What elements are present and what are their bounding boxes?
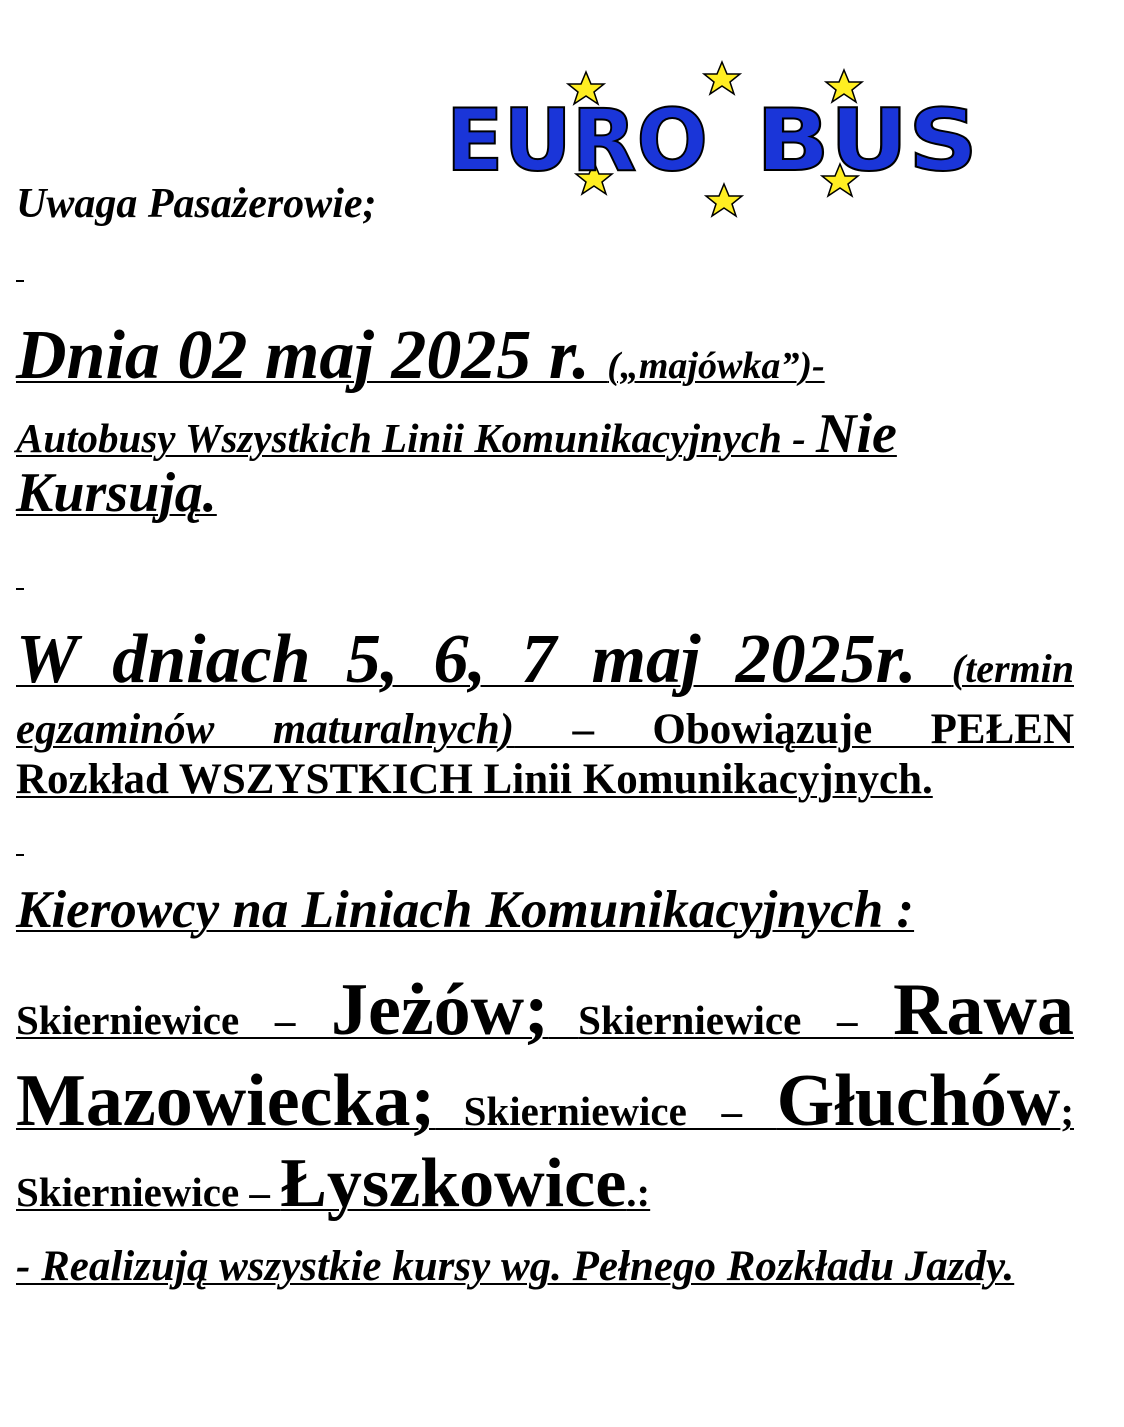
logo-text-euro: EURO [446,91,708,191]
eurobus-logo [446,58,981,218]
notice2-note-start: (termin [951,646,1074,691]
notice2-line2 [16,707,1074,753]
closing-note: - Realizują wszystkie kursy wg. Pełnego Rozkładu Jazdy. [16,1243,1015,1290]
route-from: Skierniewice – [578,997,894,1043]
route-gluchow: Głuchów [776,1060,1061,1142]
route-from: Skierniewice – [16,997,331,1043]
notice2-line3: Rozkład WSZYSTKICH Linii Komunikacyjnych. [16,756,933,803]
drivers-heading: Kierowcy na Liniach Komunikacyjnych : [16,881,915,939]
notice2-date: W dniach 5, 6, 7 maj 2025r. [16,621,952,698]
route-jezow: Jeżów; [330,969,549,1051]
notice1-date: Dnia 02 maj 2025 r. [16,317,608,394]
route-from: Skierniewice – [463,1088,777,1134]
greeting: Uwaga Pasażerowie; [16,181,377,227]
notice1-buses: Autobusy Wszystkich Linii Komunikacyjnych - [16,415,817,461]
notice-matura [16,622,1074,807]
route-semicolon: ; [1060,1088,1074,1134]
routes-line-3 [16,1144,1074,1224]
notice1-line3: Kursują. [16,462,217,524]
routes-line-2 [16,1058,1074,1144]
routes-list [16,970,1074,1224]
notice1-not: Nie [816,403,897,465]
routes-line-1 [16,970,1074,1058]
separator-dash [16,846,24,856]
notice2-line1 [16,622,1074,707]
notice1-note: („majówka”)- [607,345,825,387]
route-rawa: Rawa [893,969,1074,1051]
notice1-line2 [16,403,1074,465]
route-from: Skierniewice – [16,1169,281,1215]
logo-text-bus: BUS [756,91,978,191]
route-end: .: [626,1169,651,1215]
notice-majowka [16,318,1074,524]
notice2-full-schedule: – Obowiązuje PEŁEN [514,706,1074,753]
separator-dash [16,580,24,590]
separator-dash [16,272,24,282]
route-mazowiecka: Mazowiecka; [16,1060,436,1142]
notice1-line1 [16,318,1074,404]
notice2-note-end: egzaminów maturalnych) [16,706,515,753]
route-lyszkowice: Łyszkowice [280,1145,627,1222]
